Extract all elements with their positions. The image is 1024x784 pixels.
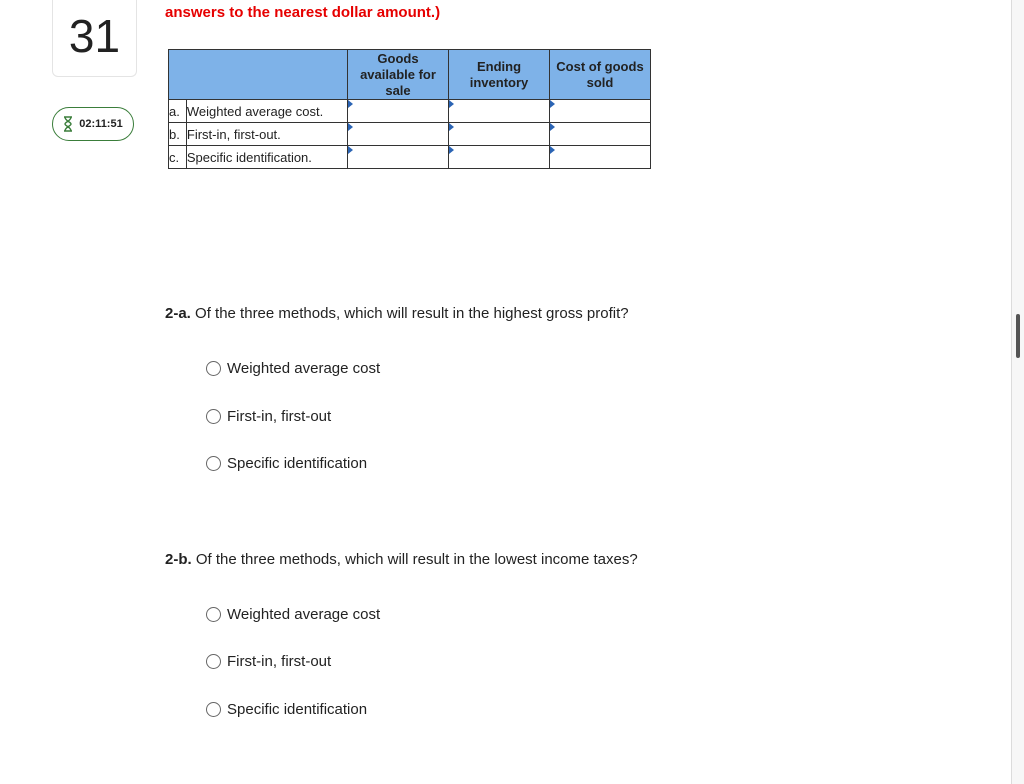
question-number: 31 — [68, 10, 121, 62]
question-2a-prefix: 2-a. — [165, 305, 191, 322]
q2b-option-weighted-average[interactable] — [206, 606, 380, 623]
instruction-text: answers to the nearest dollar amount.) — [165, 4, 441, 21]
scrollbar-thumb[interactable] — [1016, 314, 1020, 358]
table-row — [169, 123, 651, 146]
input-goods-available-a[interactable] — [348, 100, 449, 123]
header-ending-inventory: Ending inventory — [449, 50, 550, 100]
radio-button[interactable] — [206, 409, 221, 424]
table-row — [169, 100, 651, 123]
header-goods-available: Goods available for sale — [348, 50, 449, 100]
timer-badge[interactable] — [52, 107, 134, 141]
hourglass-icon — [63, 116, 73, 132]
question-number-card — [52, 0, 137, 77]
input-ending-inventory-c[interactable] — [449, 146, 550, 169]
option-label: Specific identification — [227, 455, 368, 472]
input-ending-inventory-a[interactable] — [449, 100, 550, 123]
header-cost-of-goods-sold: Cost of goods sold — [550, 50, 651, 100]
question-2a — [165, 305, 629, 322]
input-goods-available-c[interactable] — [348, 146, 449, 169]
radio-button[interactable] — [206, 607, 221, 622]
input-cost-of-goods-sold-c[interactable] — [550, 146, 651, 169]
question-2b — [165, 551, 638, 568]
row-label: a. — [169, 100, 187, 123]
radio-button[interactable] — [206, 456, 221, 471]
table-header-row — [169, 50, 651, 100]
input-cost-of-goods-sold-a[interactable] — [550, 100, 651, 123]
q2b-option-fifo[interactable] — [206, 653, 331, 670]
option-label: First-in, first-out — [227, 408, 332, 425]
option-label: Weighted average cost — [227, 360, 381, 377]
option-label: Specific identification — [227, 701, 368, 718]
question-2a-text: Of the three methods, which will result in the highest gross profit? — [195, 305, 629, 322]
row-description: First-in, first-out. — [186, 123, 347, 146]
row-description: Weighted average cost. — [186, 100, 347, 123]
inventory-table — [168, 49, 651, 169]
q2a-option-weighted-average[interactable] — [206, 360, 380, 377]
radio-button[interactable] — [206, 361, 221, 376]
row-label: b. — [169, 123, 187, 146]
vertical-scrollbar[interactable] — [1011, 0, 1024, 784]
header-blank — [169, 50, 348, 100]
row-description: Specific identification. — [186, 146, 347, 169]
option-label: First-in, first-out — [227, 653, 332, 670]
radio-button[interactable] — [206, 702, 221, 717]
timer-text: 02:11:51 — [79, 118, 123, 130]
row-label: c. — [169, 146, 187, 169]
option-label: Weighted average cost — [227, 606, 381, 623]
q2a-option-fifo[interactable] — [206, 408, 331, 425]
input-goods-available-b[interactable] — [348, 123, 449, 146]
question-2b-text: Of the three methods, which will result in the lowest income taxes? — [195, 551, 638, 568]
input-cost-of-goods-sold-b[interactable] — [550, 123, 651, 146]
q2a-option-specific-identification[interactable] — [206, 455, 367, 472]
table-row — [169, 146, 651, 169]
question-2b-prefix: 2-b. — [165, 551, 192, 568]
q2b-option-specific-identification[interactable] — [206, 701, 367, 718]
radio-button[interactable] — [206, 654, 221, 669]
input-ending-inventory-b[interactable] — [449, 123, 550, 146]
